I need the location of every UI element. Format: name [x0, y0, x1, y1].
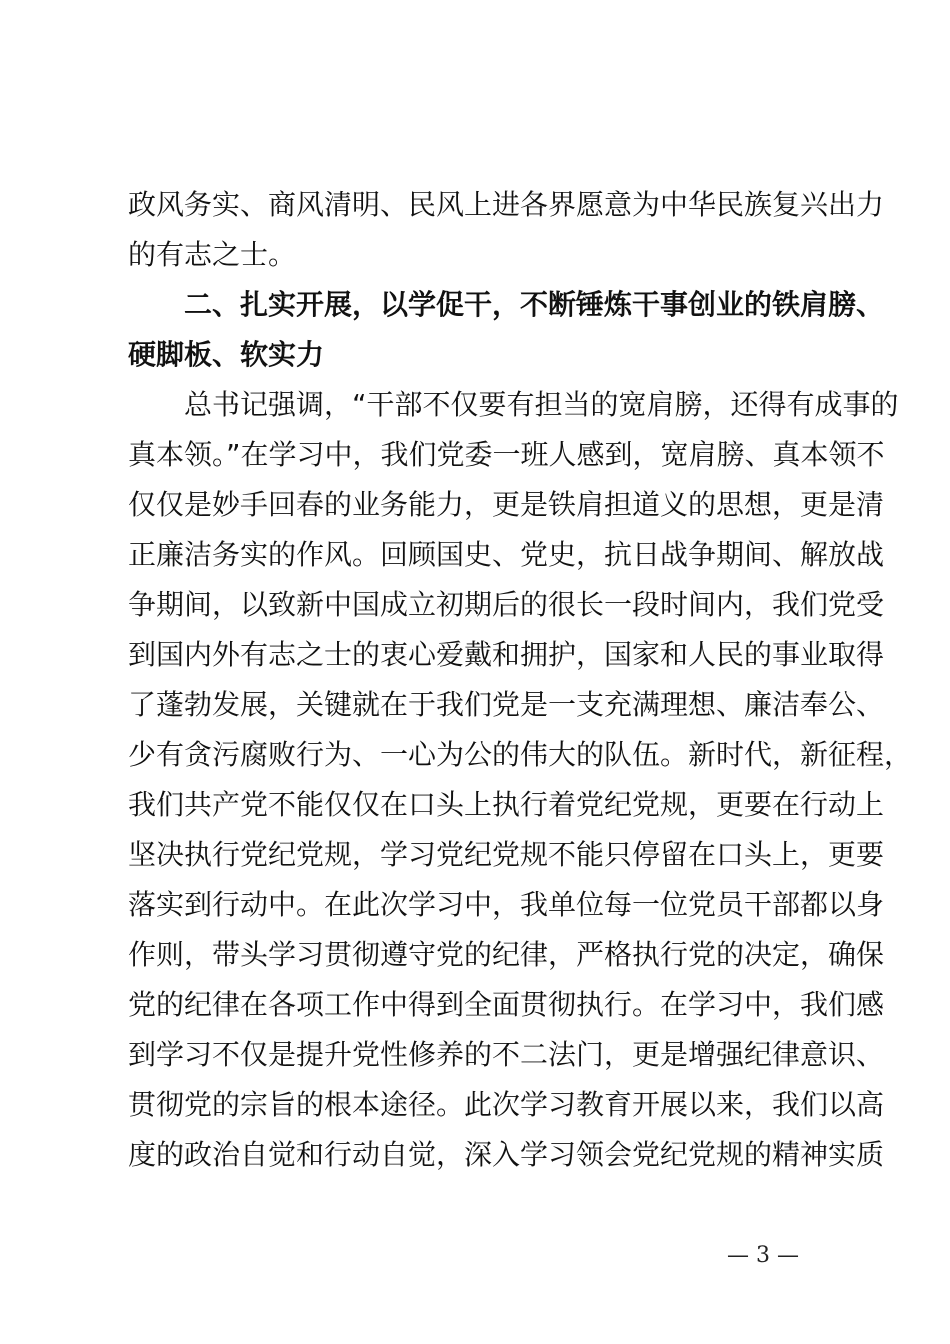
text-line: 的有志之士。: [128, 238, 297, 271]
section-heading-continued: 硬脚板、软实力: [128, 338, 325, 371]
text-line: 落实到行动中。在此次学习中，我单位每一位党员干部都以身: [128, 888, 885, 921]
text-line: 贯彻党的宗旨的根本途径。此次学习教育开展以来，我们以高: [128, 1088, 885, 1121]
text-line: 真本领。”在学习中，我们党委一班人感到，宽肩膀、真本领不: [128, 438, 885, 471]
text-line: 争期间，以致新中国成立初期后的很长一段时间内，我们党受: [128, 588, 885, 621]
paragraph-first-line: 总书记强调，“干部不仅要有担当的宽肩膀，还得有成事的: [184, 388, 899, 421]
text-line: 少有贪污腐败行为、一心为公的伟大的队伍。新时代，新征程，: [128, 738, 913, 771]
text-line: 我们共产党不能仅仅在口头上执行着党纪党规，更要在行动上: [128, 788, 885, 821]
body-text: [128, 180, 913, 1180]
text-line: 政风务实、商风清明、民风上进各界愿意为中华民族复兴出力: [128, 188, 885, 221]
text-line: 度的政治自觉和行动自觉，深入学习领会党纪党规的精神实质: [128, 1138, 885, 1171]
page-number: — 3 —: [727, 1243, 799, 1268]
text-line: 到国内外有志之士的衷心爱戴和拥护，国家和人民的事业取得: [128, 638, 885, 671]
text-line: 仅仅是妙手回春的业务能力，更是铁肩担道义的思想，更是清: [128, 488, 885, 521]
text-line: 了蓬勃发展，关键就在于我们党是一支充满理想、廉洁奉公、: [128, 688, 885, 721]
text-line: 坚决执行党纪党规，学习党纪党规不能只停留在口头上，更要: [128, 838, 885, 871]
text-line: 到学习不仅是提升党性修养的不二法门，更是增强纪律意识、: [128, 1038, 885, 1071]
text-line: 党的纪律在各项工作中得到全面贯彻执行。在学习中，我们感: [128, 988, 885, 1021]
text-line: 正廉洁务实的作风。回顾国史、党史，抗日战争期间、解放战: [128, 538, 885, 571]
section-heading: 二、扎实开展，以学促干，不断锤炼干事创业的铁肩膀、: [184, 288, 885, 321]
text-line: 作则，带头学习贯彻遵守党的纪律，严格执行党的决定，确保: [128, 938, 885, 971]
